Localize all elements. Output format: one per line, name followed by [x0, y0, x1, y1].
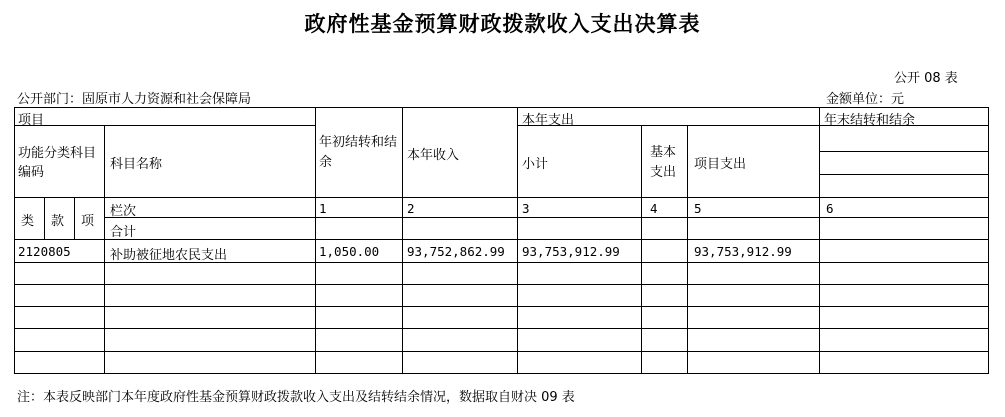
footnote: 注：本表反映部门本年度政府性基金预算财政拨款收入支出及结转结余情况，数据取自财决 09 表 — [17, 390, 575, 405]
header-begin-balance: 年初结转和结余 — [319, 135, 398, 170]
header-project: 项目 — [18, 113, 45, 128]
row-begin-balance: 1,050.00 — [319, 244, 380, 259]
row-code: 2120805 — [18, 244, 71, 259]
header-heji: 合计 — [110, 225, 137, 240]
header-func-code: 功能分类科目编码 — [18, 146, 97, 180]
header-lanci: 栏次 — [110, 204, 137, 219]
header-subtotal: 小计 — [522, 157, 549, 172]
col-number-1: 1 — [319, 201, 327, 216]
header-expense: 本年支出 — [522, 113, 575, 128]
header-basic-expense: 基本支出 — [650, 145, 677, 180]
row-income: 93,752,862.99 — [407, 244, 505, 259]
header-end-balance: 年末结转和结余 — [824, 113, 916, 128]
department-label: 公开部门：固原市人力资源和社会保障局 — [17, 92, 252, 107]
unit-label: 金额单位：元 — [826, 92, 905, 107]
row-subject-name: 补助被征地农民支出 — [110, 248, 228, 263]
table-number: 公开 08 表 — [894, 71, 958, 86]
col-number-2: 2 — [407, 201, 415, 216]
header-subject-name: 科目名称 — [110, 157, 163, 172]
header-project-expense: 项目支出 — [694, 157, 747, 172]
header-lei: 类 — [21, 214, 35, 229]
header-xiang: 项 — [81, 214, 95, 229]
table-grid — [14, 107, 994, 377]
row-project: 93,753,912.99 — [694, 244, 792, 259]
header-income: 本年收入 — [407, 148, 460, 163]
col-number-5: 5 — [694, 201, 702, 216]
row-subtotal: 93,753,912.99 — [522, 244, 620, 259]
col-number-6: 6 — [826, 201, 834, 216]
header-kuan: 款 — [51, 214, 65, 229]
col-number-4: 4 — [650, 201, 658, 216]
page-title: 政府性基金预算财政拨款收入支出决算表 — [304, 11, 701, 36]
col-number-3: 3 — [522, 201, 530, 216]
